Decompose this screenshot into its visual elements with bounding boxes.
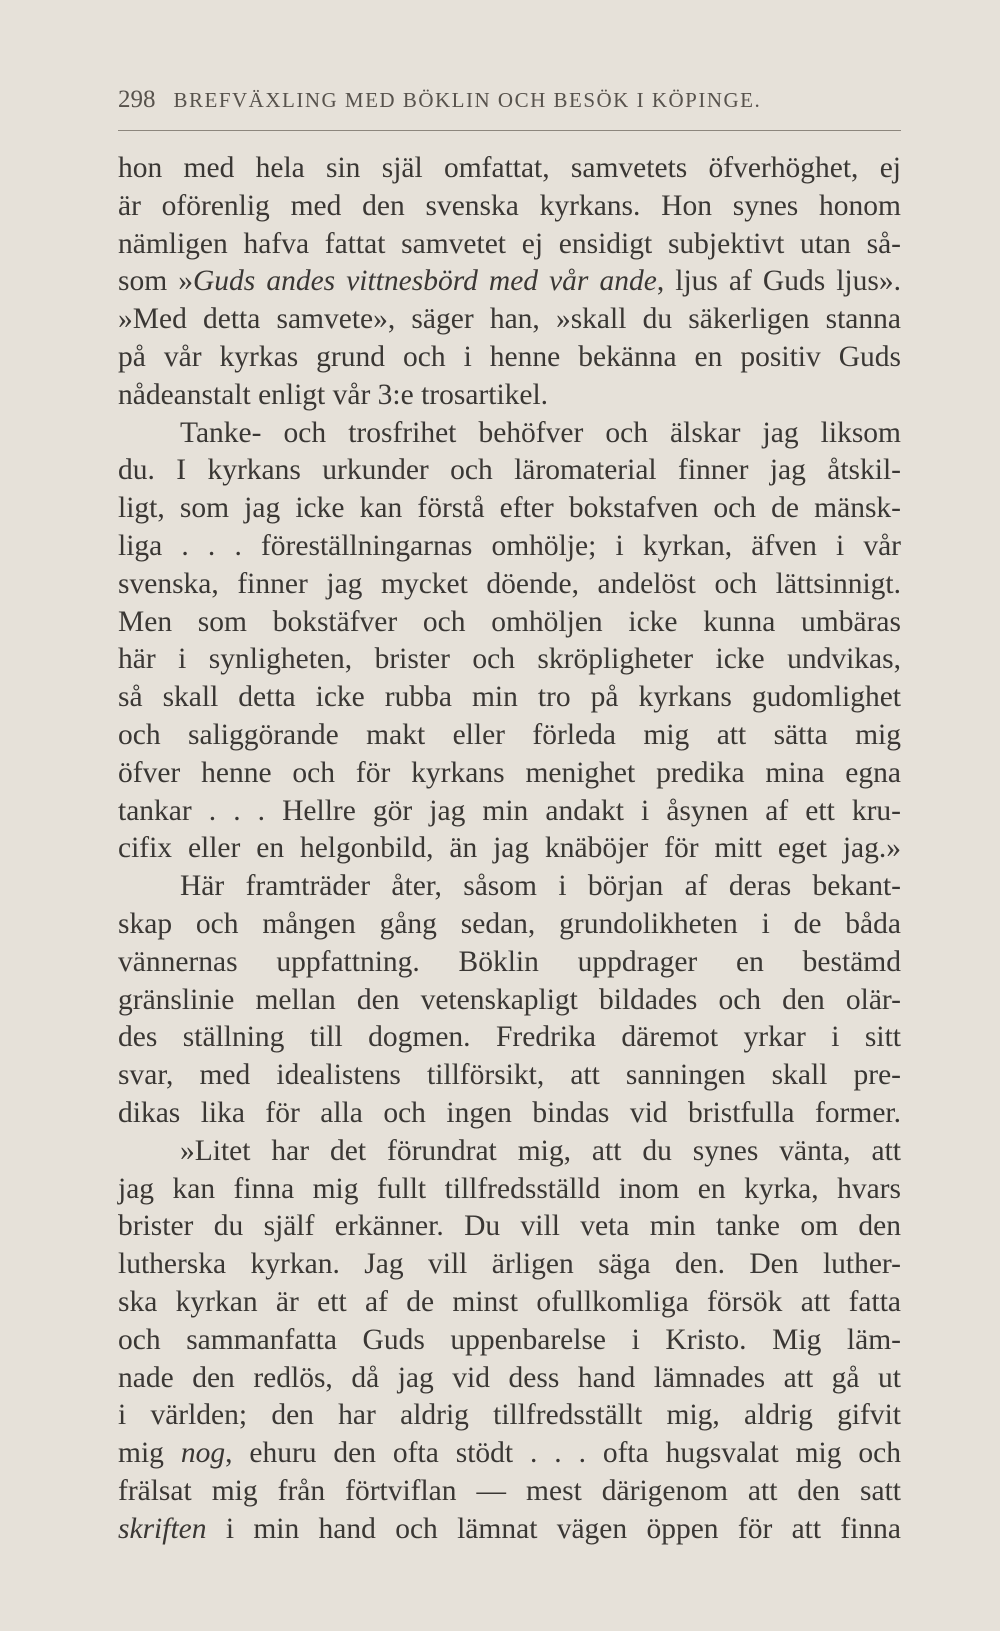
text-segment: i min hand och lämnat vägen öppen för att finna (206, 1512, 901, 1545)
text-line (118, 566, 901, 604)
text-segment: gränslinie mellan den vetenskapligt bildades och den olär- (118, 983, 901, 1016)
text-segment: på vår kyrkas grund och i henne bekänna en positiv Guds (118, 340, 901, 373)
text-line (118, 377, 901, 415)
text-line (118, 188, 901, 226)
text-segment: dikas lika för alla och ingen bindas vid bristfulla former. (118, 1096, 901, 1129)
text-segment: »Med detta samvete», säger han, »skall du säkerligen stanna (118, 303, 901, 336)
text-line (118, 982, 901, 1020)
text-line (118, 1208, 901, 1246)
text-segment: hon med hela sin själ omfattat, samvetets öfverhöghet, ej (118, 152, 901, 184)
text-segment: brister du själf erkänner. Du vill veta min tanke om den (118, 1210, 901, 1243)
text-line (118, 339, 901, 377)
text-line (118, 1360, 901, 1398)
text-line (118, 528, 901, 566)
text-segment: ligt, som jag icke kan förstå efter bokstafven och de mänsk- (118, 492, 901, 525)
text-segment: är oförenlig med den svenska kyrkans. Hon synes honom (118, 189, 901, 222)
text-line (118, 1473, 901, 1511)
text-segment: lutherska kyrkan. Jag vill ärligen säga den. Den luther- (118, 1248, 901, 1281)
text-segment: liga . . . föreställningarnas omhölje; i kyrkan, äfven i vår (118, 529, 901, 562)
running-head (118, 86, 898, 114)
text-segment: och sammanfatta Guds uppenbarelse i Kristo. Mig läm- (118, 1323, 901, 1356)
text-line (118, 1171, 901, 1209)
text-line (118, 1397, 901, 1435)
text-segment: Men som bokstäfver och omhöljen icke kunna umbäras (118, 605, 901, 638)
text-segment: mig (118, 1437, 181, 1470)
italic-text: skriften (118, 1512, 207, 1545)
text-line (118, 868, 901, 906)
text-line (118, 830, 901, 868)
text-segment: och saliggörande makt eller förleda mig att sätta mig (118, 718, 901, 751)
text-line (118, 1246, 901, 1284)
text-segment: , ljus af Guds ljus». (656, 265, 901, 298)
text-segment: du. I kyrkans urkunder och läromaterial finner jag åtskil- (118, 454, 901, 487)
text-line (118, 604, 901, 642)
text-segment: Tanke- och trosfrihet behöfver och älskar jag liksom (180, 416, 901, 449)
text-line (118, 1284, 901, 1322)
text-segment: des ställning till dogmen. Fredrika däremot yrkar i sitt (118, 1021, 901, 1054)
text-segment: öfver henne och för kyrkans menighet predika mina egna (118, 756, 901, 789)
text-line (118, 452, 901, 490)
text-segment: Här framträder åter, såsom i början af deras bekant- (180, 870, 901, 903)
text-line (118, 1435, 901, 1473)
text-line (118, 793, 901, 831)
text-line (118, 906, 901, 944)
text-line (118, 263, 901, 301)
text-line (118, 1322, 901, 1360)
italic-text: Guds andes vittnesbörd med vår ande (192, 265, 657, 298)
text-segment: ska kyrkan är ett af de minst ofullkomliga försök att fatta (118, 1285, 901, 1318)
text-line (118, 1057, 901, 1095)
text-segment: skap och mången gång sedan, grundolikheten i de båda (118, 907, 901, 940)
text-line (118, 1019, 901, 1057)
italic-text: nog (180, 1437, 226, 1470)
text-line (118, 150, 901, 188)
text-segment: jag kan finna mig fullt tillfredsställd inom en kyrka, hvars (118, 1172, 901, 1205)
text-line (118, 717, 901, 755)
text-line (118, 944, 901, 982)
text-line (118, 1511, 901, 1549)
text-line (118, 1133, 901, 1171)
running-title: BREFVÄXLING MED BÖKLIN OCH BESÖK I KÖPINGE. (173, 88, 762, 112)
text-line (118, 755, 901, 793)
text-segment: i världen; den har aldrig tillfredsställt mig, aldrig gifvit (118, 1399, 901, 1432)
text-segment: vännernas uppfattning. Böklin uppdrager en bestämd (118, 945, 901, 978)
text-segment: cifix eller en helgonbild, än jag knäböjer för mitt eget jag.» (118, 832, 901, 865)
text-line (118, 490, 901, 528)
text-segment: så skall detta icke rubba min tro på kyrkans gudomlighet (118, 681, 901, 714)
text-segment: frälsat mig från förtviflan — mest därigenom att den satt (118, 1474, 901, 1507)
text-segment: som » (118, 265, 193, 298)
text-line (118, 415, 901, 453)
page-number: 298 (118, 86, 156, 113)
text-line (118, 679, 901, 717)
text-segment: nådeanstalt enligt vår 3:e trosartikel. (118, 378, 549, 411)
text-segment: här i synligheten, brister och skröpligheter icke undvikas, (118, 643, 901, 676)
text-segment: svenska, finner jag mycket döende, andelöst och lättsinnigt. (118, 567, 901, 600)
text-line (118, 226, 901, 264)
text-line (118, 641, 901, 679)
text-segment: »Litet har det förundrat mig, att du synes vänta, att (180, 1134, 901, 1167)
text-line (118, 301, 901, 339)
text-segment: tankar . . . Hellre gör jag min andakt i åsynen af ett kru- (118, 794, 901, 827)
text-segment: , ehuru den ofta stödt . . . ofta hugsvalat mig och (225, 1437, 901, 1470)
text-segment: nämligen hafva fattat samvetet ej ensidigt subjektivt utan så- (118, 227, 901, 260)
body-text (118, 150, 918, 1548)
text-line (118, 1095, 901, 1133)
text-segment: svar, med idealistens tillförsikt, att sanningen skall pre- (118, 1059, 901, 1092)
header-rule (118, 130, 901, 131)
text-segment: nade den redlös, då jag vid dess hand lämnades att gå ut (118, 1361, 901, 1394)
